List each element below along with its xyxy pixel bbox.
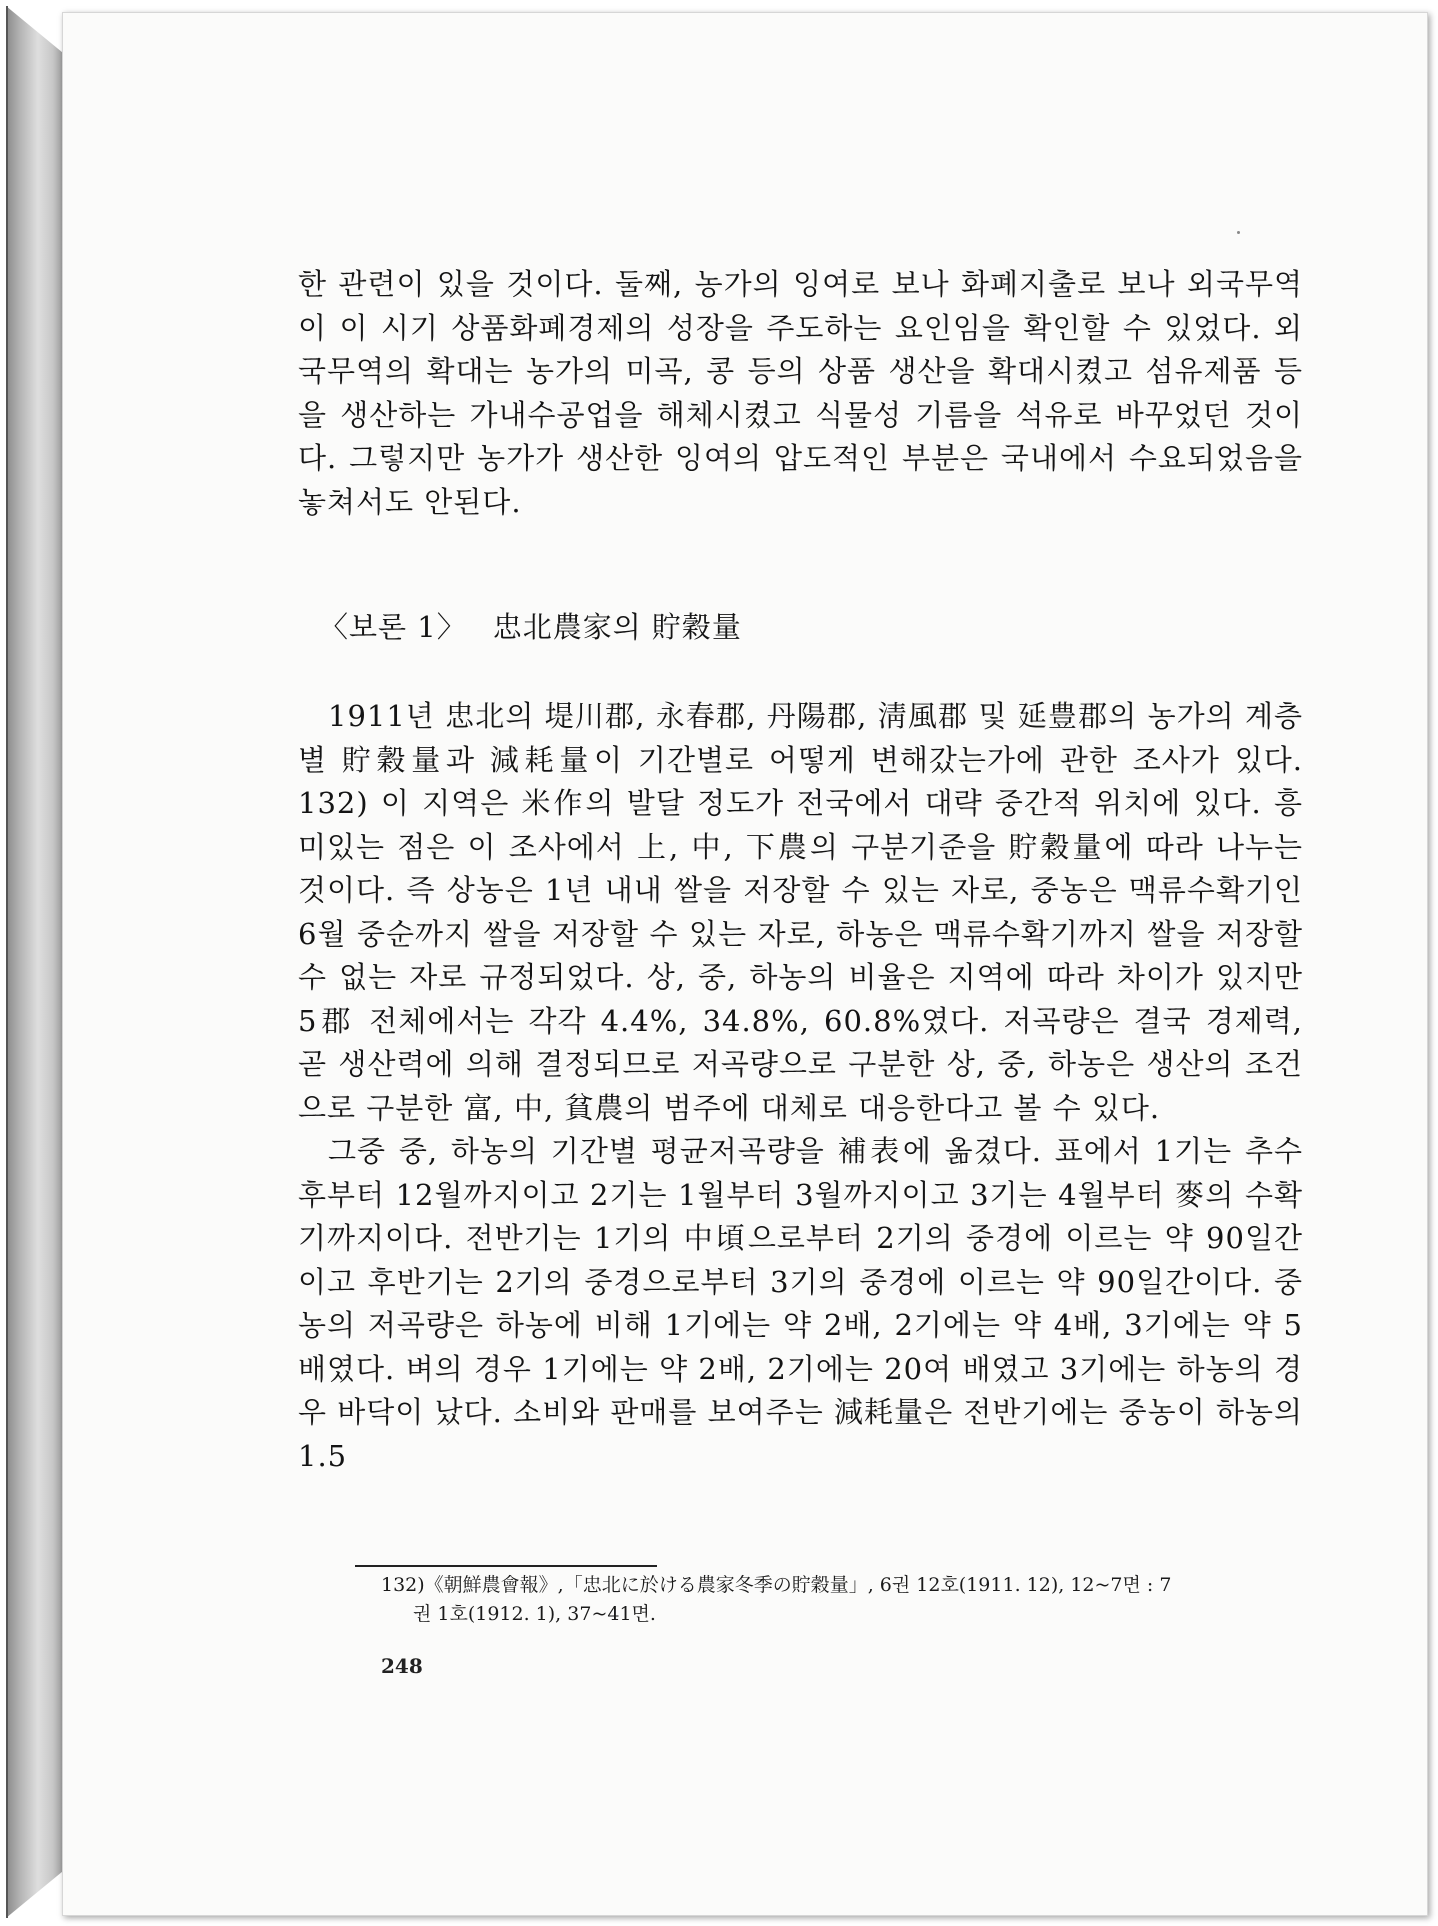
page-speck [1237,231,1240,234]
book-page [62,12,1428,1916]
intro-paragraph: 한 관련이 있을 것이다. 둘째, 농가의 잉여로 보나 화폐지출로 보나 외국무역이 이 시기 상품화폐경제의 성장을 주도하는 요인임을 확인할 수 있었다. 외국무역의 확대는 농가의 미곡, 콩 등의 상품 생산을 확대시켰고 섬유제품 등을 생산하는 가내수공업을 해체시켰고 식물성 기름을 석유로 바꾸었던 것이다. 그렇지만 농가가 생산한 잉여의 압도적인 부분은 국내에서 수요되었음을 놓쳐서도 안된다. [298,267,1303,519]
section-heading [319,605,742,646]
body-paragraph-2: 그중 중, 하농의 기간별 평균저곡량을 補表에 옮겼다. 표에서 1기는 추수후부터 12월까지이고 2기는 1월부터 3월까지이고 3기는 4월부터 麥의 수확기까지이다. 전반기는 1기의 中頃으로부터 2기의 중경에 이르는 약 90일간이고 후반기는 2기의 중경으로부터 3기의 중경에 이르는 약 90일간이다. 중농의 저곡량은 하농에 비해 1기에는 약 2배, 2기에는 약 4배, 3기에는 약 5배였다. 벼의 경우 1기에는 약 2배, 2기에는 20여 배였고 3기에는 하농의 경우 바닥이 났다. 소비와 판매를 보여주는 減耗量은 전반기에는 중농이 하농의 1.5 [298,1134,1303,1473]
footnote-line-1: 132)《朝鮮農會報》,「忠北に於ける農家冬季の貯穀量」, 6권 12호(1911. 12), 12~7면 : 7 [381,1574,1172,1596]
section-label: 〈보론 1〉 [319,610,467,644]
main-text-block [298,695,1303,1478]
book-page-edge [6,6,64,1918]
footnote-line-2: 권 1호(1912. 1), 37~41면. [413,1603,656,1625]
body-paragraph-1: 1911년 忠北의 堤川郡, 永春郡, 丹陽郡, 淸風郡 및 延豊郡의 농가의 계층별 貯穀量과 減耗量이 기간별로 어떻게 변해갔는가에 관한 조사가 있다. 132) 이 지역은 米作의 발달 정도가 전국에서 대략 중간적 위치에 있다. 흥미있는 점은 이 조사에서 上, 中, 下農의 구분기준을 貯穀量에 따라 나누는 것이다. 즉 상농은 1년 내내 쌀을 저장할 수 있는 자로, 중농은 맥류수확기인 6월 중순까지 쌀을 저장할 수 있는 자로, 하농은 맥류수확기까지 쌀을 저장할 수 없는 자로 규정되었다. 상, 중, 하농의 비율은 지역에 따라 차이가 있지만 5郡 전체에서는 각각 4.4%, 34.8%, 60.8%였다. 저곡량은 결국 경제력, 곧 생산력에 의해 결정되므로 저곡량으로 구분한 상, 중, 하농은 생산의 조건으로 구분한 富, 中, 貧農의 범주에 대체로 대응한다고 볼 수 있다. [298,699,1303,1125]
footnote [381,1571,1321,1629]
book-spine-line [6,6,8,1918]
intro-paragraph-block [298,263,1303,524]
page-number: 248 [381,1654,423,1678]
section-title: 忠北農家의 貯穀量 [492,610,742,644]
footnote-divider [355,1565,657,1567]
